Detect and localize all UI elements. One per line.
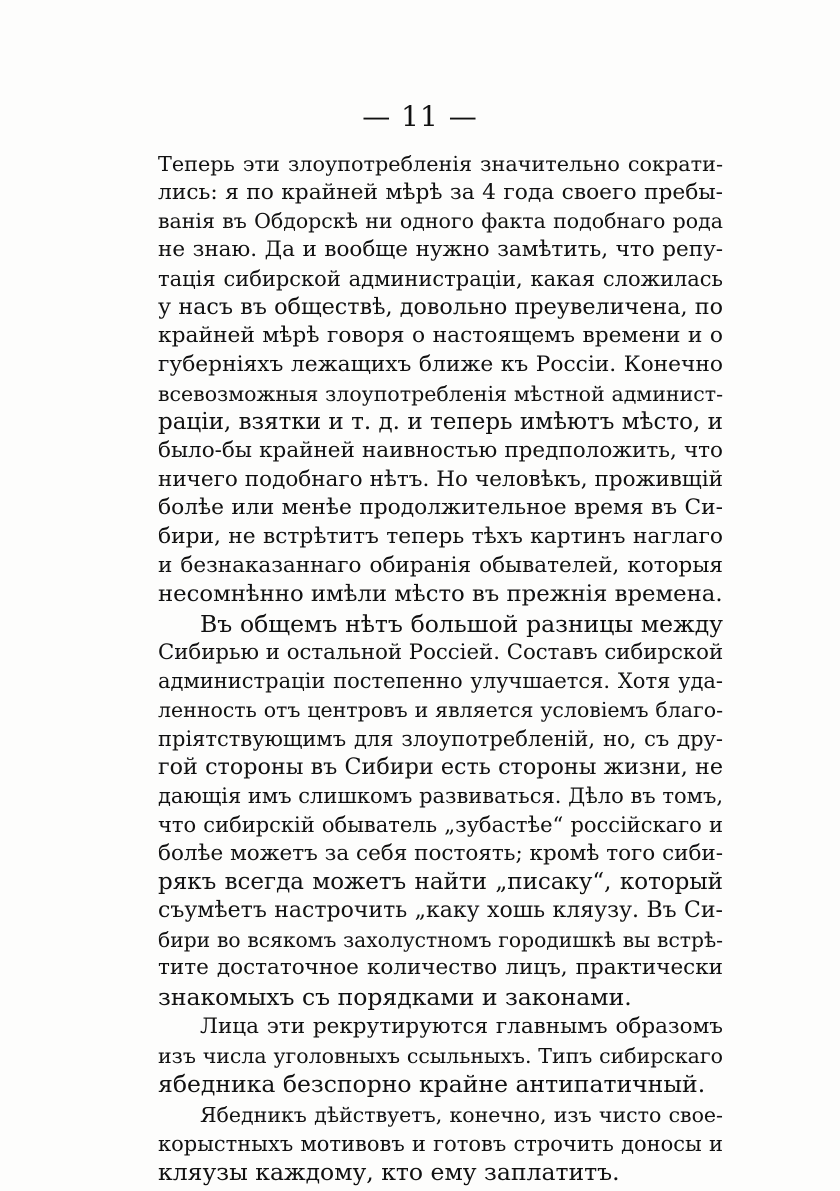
text-line: болѣе или менѣе продолжительное время въ Си- — [158, 495, 723, 521]
page-number: — 11 — — [362, 100, 478, 133]
text-line: гой стороны въ Сибири есть стороны жизни, не — [158, 754, 723, 781]
paragraph-4 — [158, 1101, 723, 1187]
text-line: съумѣетъ настрочить „каку хошь кляузу. Въ Си- — [158, 897, 723, 923]
text-line: раціи, взятки и т. д. и теперь имѣютъ мѣсто, и — [158, 409, 723, 436]
text-line: Сибирью и остальной Россіей. Составъ сибирской — [158, 639, 723, 665]
text-line: пріятствующимъ для злоупотребленій, но, съ дру- — [158, 726, 723, 751]
text-line: Ябедникъ дѣйствуетъ, конечно, изъ чисто свое- — [200, 1103, 723, 1127]
text-line: что сибирскій обыватель „зубастѣе“ россійскаго и — [158, 812, 723, 837]
text-line: не знаю. Да и вообще нужно замѣтить, что репу- — [158, 237, 723, 263]
text-line: ничего подобнаго нѣтъ. Но человѣкъ, проживщій — [158, 466, 723, 492]
text-line: и безнаказаннаго обиранія обывателей, которыя — [158, 552, 723, 578]
text-line: крайней мѣрѣ говоря о настоящемъ времени и о — [158, 323, 723, 349]
text-line: изъ числа уголовныхъ ссыльныхъ. Типъ сибирскаго — [158, 1043, 723, 1068]
text-line: кляузы каждому, кто ему заплатитъ. — [158, 1158, 620, 1187]
text-line: Въ общемъ нѣтъ большой разницы между — [200, 610, 723, 638]
text-line: тите достаточное количество лицъ, практически — [158, 955, 723, 981]
text-line: бири, не встрѣтитъ теперь тѣхъ картинъ наглаго — [158, 523, 723, 549]
text-line: дающія имъ слишкомъ развиваться. Дѣло въ томъ, — [158, 784, 723, 809]
text-line: корыстныхъ мотивовъ и готовъ строчить доносы и — [158, 1131, 723, 1156]
text-line: ванія въ Обдорскѣ ни одного факта подобнаго рода — [158, 209, 723, 234]
text-line: лись: я по крайней мѣрѣ за 4 года своего пребы- — [158, 179, 723, 205]
text-line: было-бы крайней наивностью предположить, что — [158, 437, 723, 463]
text-line: Теперь эти злоупотребленія значительно сократи- — [158, 152, 723, 176]
text-line: у насъ въ обществѣ, довольно преувеличена, по — [158, 294, 723, 321]
paragraph-2 — [158, 610, 723, 1012]
text-line: всевозможныя злоупотребленія мѣстной админист- — [158, 381, 723, 406]
text-line: ябедника безспорно крайне антипатичный. — [158, 1070, 706, 1099]
text-line: бири во всякомъ захолустномъ городишкѣ вы встрѣ- — [158, 927, 723, 952]
text-line: тація сибирской администраціи, какая сложилась — [158, 266, 723, 291]
text-line: рякъ всегда можетъ найти „писаку“, который — [158, 869, 723, 896]
paragraph-3 — [158, 1013, 723, 1099]
text-line: администраціи постепенно улучшается. Хотя уда- — [158, 669, 723, 694]
text-line: ленность отъ центровъ и является условіемъ благо- — [158, 698, 723, 723]
text-line: губерніяхъ лежащихъ ближе къ Россіи. Конечно — [158, 351, 723, 377]
text-line: болѣе можетъ за себя постоять; кромѣ того сиби- — [158, 840, 723, 866]
text-line: знакомыхъ съ порядками и законами. — [158, 982, 632, 1011]
paragraph-1 — [158, 150, 723, 609]
text-line: Лица эти рекрутируются главнымъ образомъ — [200, 1014, 723, 1039]
text-line: несомнѣнно имѣли мѣсто въ прежнія времена. — [158, 581, 723, 608]
